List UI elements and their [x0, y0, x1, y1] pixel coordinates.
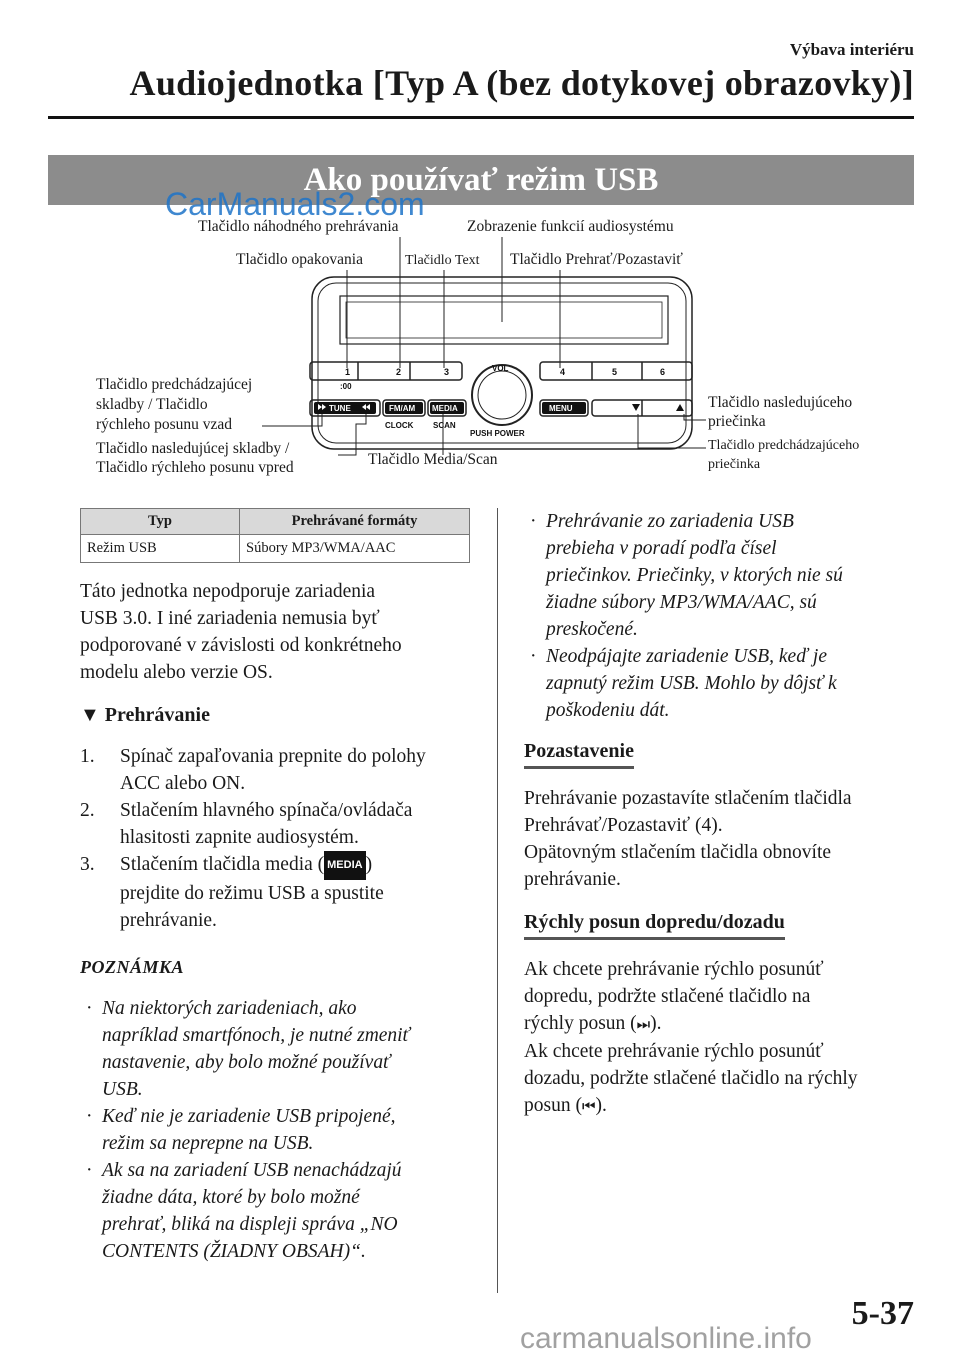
bullet-icon: ·: [86, 1106, 93, 1127]
step-item: [80, 851, 480, 934]
note-item: [524, 508, 924, 643]
intro-line: USB 3.0. I iné zariadenia nemusia byť: [80, 608, 380, 629]
push-power-label: PUSH POWER: [470, 429, 525, 438]
page-title: Audiojednotka [Typ A (bez dotykovej obrazovky)]: [129, 63, 914, 103]
preset-5-label: 5: [612, 367, 618, 377]
preset-4-label: 4: [560, 367, 566, 377]
steps-list: [80, 743, 480, 934]
ff-line: dozadu, podržte stlačené tlačidlo na rýchly: [524, 1068, 858, 1089]
note-line: CONTENTS (ŽIADNY OBSAH)“.: [102, 1241, 366, 1262]
leader-lines: [262, 237, 706, 455]
ff-heading: Rýchly posun dopredu/dozadu: [524, 909, 785, 940]
ff-line: [524, 1010, 924, 1038]
playback-heading-text: Prehrávanie: [104, 704, 210, 726]
ff-line: [524, 1092, 924, 1120]
note-line: Na niektorých zariadeniach, ako: [102, 998, 357, 1019]
section-label: Výbava interiéru: [789, 40, 914, 59]
folder-down-arrow: [632, 404, 640, 411]
clock-label: CLOCK: [385, 421, 414, 430]
notes-list: [80, 995, 480, 1265]
label-display: Zobrazenie funkcií audiosystému: [467, 218, 674, 235]
note-line: žiadne dáta, ktoré by bolo možné: [102, 1187, 360, 1208]
page-number: 5-37: [851, 1295, 914, 1332]
step-text: prehrávanie.: [120, 910, 217, 931]
label-prev-track-2: skladby / Tlačidlo: [96, 396, 208, 413]
note-line: poškodeniu dát.: [546, 700, 670, 721]
note-line: zapnutý režim USB. Mohlo by dôjsť k: [546, 673, 837, 694]
right-column: [524, 508, 924, 1120]
table-header-row: [81, 509, 470, 535]
formats-table: [80, 508, 470, 563]
scan-label: SCAN: [433, 421, 456, 430]
ff-line: Ak chcete prehrávanie rýchlo posunúť: [524, 1041, 824, 1062]
note-line: prebieha v poradí podľa čísel: [546, 538, 777, 559]
step-text-part: Stlačením tlačidla media (: [120, 854, 325, 875]
note-item: [80, 995, 480, 1103]
triangle-down-icon: ▼: [80, 704, 100, 726]
fast-forward-icon: ⏭: [636, 1015, 651, 1033]
preset-2-label: 2: [396, 367, 402, 377]
vol-label: VOL: [492, 364, 509, 373]
step-text: Spínač zapaľovania prepnite do polohy: [120, 746, 426, 767]
step-text: ACC alebo ON.: [120, 773, 246, 794]
label-next-track-2: Tlačidlo rýchleho posunu vpred: [96, 459, 294, 476]
note-line: nastavenie, aby bolo možné používať: [102, 1052, 391, 1073]
step-text-part: ): [365, 854, 373, 875]
label-prev-folder-2: priečinka: [708, 457, 761, 472]
fmam-label: FM/AM: [389, 404, 416, 413]
label-next-folder-2: priečinka: [708, 413, 766, 430]
preset-3-label: 3: [444, 367, 450, 377]
intro-line: modelu alebo verzie OS.: [80, 662, 273, 683]
step-text: prejdite do režimu USB a spustite: [120, 883, 384, 904]
watermark-top[interactable]: CarManuals2.com: [165, 186, 425, 222]
label-prev-track-3: rýchleho posunu vzad: [96, 416, 233, 433]
label-play-pause: Tlačidlo Prehrať/Pozastaviť: [510, 251, 683, 268]
note-line: USB.: [102, 1079, 143, 1100]
note-line: Keď nie je zariadenie USB pripojené,: [102, 1106, 396, 1127]
ff-line: dopredu, podržte stlačené tlačidlo na: [524, 986, 811, 1007]
note-line: preskočené.: [546, 619, 638, 640]
left-column: [80, 578, 480, 1265]
label-text: Tlačidlo Text: [405, 253, 480, 268]
note-item: [524, 643, 924, 724]
note-line: napríklad smartfónoch, je nutné zmeniť: [102, 1025, 410, 1046]
note-line: Prehrávanie zo zariadenia USB: [546, 511, 794, 532]
section-banner: Ako používať režim USB: [48, 155, 914, 205]
table-row: [81, 535, 470, 563]
step-number: 2.: [80, 800, 95, 821]
ff-text-part: rýchly posun (: [524, 1013, 637, 1034]
note-item: [80, 1157, 480, 1265]
note-line: priečinkov. Priečinky, v ktorých nie sú: [546, 565, 843, 586]
ff-section: [524, 909, 924, 1120]
label-prev-track-1: Tlačidlo predchádzajúcej: [96, 376, 253, 393]
preset-1-sub-label: :00: [340, 382, 352, 391]
watermark-bottom[interactable]: carmanualsonline.info: [520, 1322, 812, 1355]
menu-label: MENU: [549, 404, 573, 413]
label-media-scan: Tlačidlo Media/Scan: [368, 451, 498, 468]
intro-line: podporované v závislosti od konkrétneho: [80, 635, 402, 656]
step-item: [80, 797, 480, 851]
note-item: [80, 1103, 480, 1157]
bullet-icon: ·: [86, 998, 93, 1019]
table-header-type: Typ: [81, 509, 240, 535]
pause-heading: Pozastavenie: [524, 738, 634, 769]
tune-label: TUNE: [329, 404, 351, 413]
pause-line: Opätovným stlačením tlačidla obnovíte: [524, 842, 832, 863]
note-line: Neodpájajte zariadenie USB, keď je: [546, 646, 828, 667]
bullet-icon: ·: [530, 511, 537, 532]
pause-section: [524, 738, 924, 893]
folder-up-arrow: [676, 404, 684, 411]
pause-line: Prehrávanie pozastavíte stlačením tlačidla: [524, 788, 852, 809]
label-random: Tlačidlo náhodného prehrávania: [198, 218, 399, 235]
label-prev-folder-1: Tlačidlo predchádzajúceho: [708, 438, 860, 453]
step-number: 3.: [80, 854, 95, 875]
media-icon: MEDIA: [324, 851, 365, 880]
note-line: žiadne súbory MP3/WMA/AAC, sú: [546, 592, 817, 613]
intro-line: Táto jednotka nepodporuje zariadenia: [80, 581, 376, 602]
ff-text-part: posun (: [524, 1095, 582, 1116]
table-header-formats: Prehrávané formáty: [240, 509, 470, 535]
preset-6-label: 6: [660, 367, 666, 377]
table-cell-mode: Režim USB: [81, 535, 240, 563]
step-item: [80, 743, 480, 797]
label-next-folder-1: Tlačidlo nasledujúceho: [708, 394, 853, 411]
step-text: Stlačením hlavného spínača/ovládača: [120, 800, 413, 821]
note-title: POZNÁMKA: [80, 957, 185, 977]
rewind-icon: ⏮: [581, 1097, 596, 1115]
table-cell-formats: Súbory MP3/WMA/AAC: [240, 535, 470, 563]
bullet-icon: ·: [86, 1160, 93, 1181]
column-divider: [497, 508, 498, 1293]
step-text: [120, 851, 480, 880]
media-label: MEDIA: [432, 404, 458, 413]
preset-1-label: 1: [345, 367, 351, 377]
preset-buttons-left: [310, 362, 462, 380]
step-number: 1.: [80, 746, 95, 767]
step-text: hlasitosti zapnite audiosystém.: [120, 827, 359, 848]
label-repeat: Tlačidlo opakovania: [236, 251, 363, 268]
ff-text-part: ).: [595, 1095, 607, 1116]
pause-line: prehrávanie.: [524, 869, 621, 890]
playback-heading: [80, 702, 480, 729]
notes-list: [524, 508, 924, 724]
note-line: Ak sa na zariadení USB nenachádzajú: [102, 1160, 402, 1181]
bullet-icon: ·: [530, 646, 537, 667]
volume-knob: [472, 365, 532, 425]
pause-line: Prehrávať/Pozastaviť (4).: [524, 815, 723, 836]
note-line: režim sa neprepne na USB.: [102, 1133, 314, 1154]
ff-line: Ak chcete prehrávanie rýchlo posunúť: [524, 959, 824, 980]
label-next-track-1: Tlačidlo nasledujúcej skladby /: [96, 440, 290, 457]
note-line: prehrať, bliká na displeji správa „NO: [102, 1214, 398, 1235]
audio-unit-diagram: [0, 0, 960, 500]
display-window: [340, 296, 668, 344]
ff-text-part: ).: [650, 1013, 662, 1034]
